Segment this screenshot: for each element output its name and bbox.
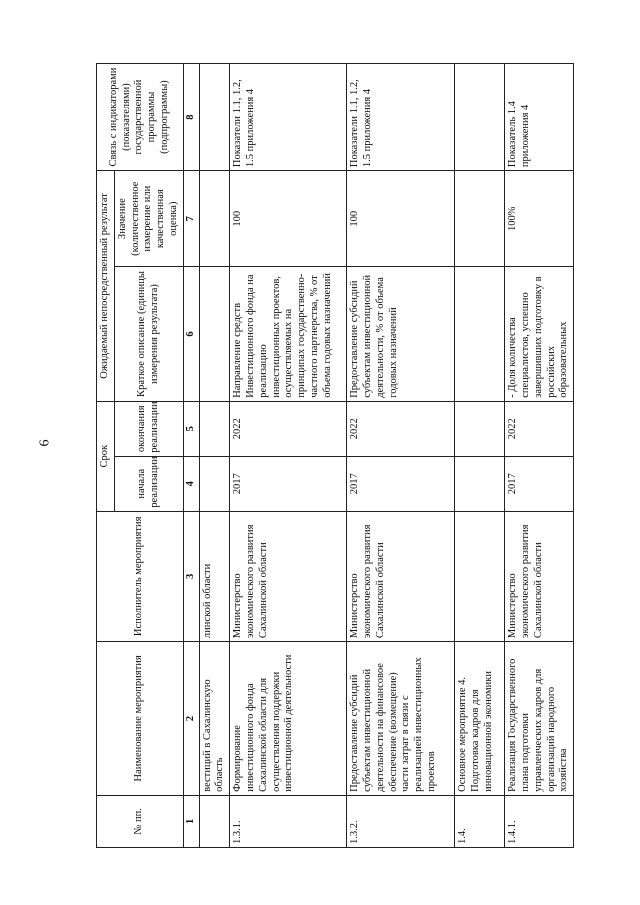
row-end [199,401,230,456]
table-row [199,64,230,848]
row-num [199,795,230,847]
row-executor: Министерство экономического развития Сахалинской области [230,511,347,641]
row-name: вестиций в Сахалинскую область [199,642,230,796]
row-value [199,171,230,267]
header-executor: Исполнитель мероприятия [97,511,184,641]
row-num: 1.4. [455,795,505,847]
row-end: 2022 [505,401,574,456]
row-name: Основное мероприятие 4. Подготовка кадров для инновационной экономики [455,642,505,796]
row-name: Реализация Государственного плана подготовки управленческих кадров для организаций народного хозяйства [505,642,574,796]
measures-table [96,63,574,848]
row-link: Показатели 1.1, 1.2, 1.5 приложения 4 [347,64,455,171]
row-name: Предоставление субсидий субъектам инвестиционной деятельности на финансовое обеспечение (возмещение) части затрат в связи с реализацией инвестиционных проектов [347,642,455,796]
column-number: 3 [183,511,199,641]
row-end [455,401,505,456]
header-num: № пп. [97,795,184,847]
header-link: Связь с индикаторами (показателями) государственной программы (подпрограммы) [97,64,184,171]
header-name: Наименование мероприятия [97,642,184,796]
column-number: 1 [183,795,199,847]
row-executor: Министерство экономического развития Сахалинской области [347,511,455,641]
row-executor [455,511,505,641]
row-num: 1.3.1. [230,795,347,847]
column-number: 7 [183,171,199,267]
page-number: 6 [37,439,53,447]
column-number: 2 [183,642,199,796]
row-start: 2017 [505,456,574,511]
row-link: Показатели 1.1, 1.2, 1.5 приложения 4 [230,64,347,171]
header-result: Ожидаемый непосредственный результат [97,171,115,402]
header-term-end: окончания реализации [114,401,183,456]
row-value: 100% [505,171,574,267]
row-num: 1.3.2. [347,795,455,847]
header-row-1 [97,64,115,848]
table-row [505,64,574,848]
table-row [347,64,455,848]
column-number: 4 [183,456,199,511]
row-num: 1.4.1. [505,795,574,847]
row-start: 2017 [230,456,347,511]
row-executor: линской области [199,511,230,641]
row-end: 2022 [230,401,347,456]
row-name: Формирование инвестиционного фонда Сахалинской области для осуществления поддержки инвестиционной деятельности [230,642,347,796]
row-start: 2017 [347,456,455,511]
header-term: Срок [97,401,115,511]
row-desc: - Доля количества специалистов, успешно завершивших подготовку в российских образовательных [505,267,574,402]
row-desc [455,267,505,402]
row-start [455,456,505,511]
column-number: 5 [183,401,199,456]
row-start [199,456,230,511]
header-result-desc: Краткое описание (единицы измерения результата) [114,267,183,402]
table-row [230,64,347,848]
row-executor: Министерство экономического развития Сахалинской области [505,511,574,641]
row-desc [199,267,230,402]
rotated-table-container [96,63,576,848]
row-link [199,64,230,171]
header-result-value: Значение (количественное измерение или качественная оценка) [114,171,183,267]
row-desc: Направление средств Инвестиционного фонда на реализацию инвестиционных проектов, осуществляемых на принципах государственно-частного партнерства, % от объема годовых назначений [230,267,347,402]
row-link [455,64,505,171]
row-value [455,171,505,267]
row-desc: Предоставление субсидий субъектам инвестиционной деятельности, % от объема годовых назначений [347,267,455,402]
header-term-start: начала реализации [114,456,183,511]
column-number: 8 [183,64,199,171]
column-number: 6 [183,267,199,402]
row-link: Показатель 1.4 приложения 4 [505,64,574,171]
row-end: 2022 [347,401,455,456]
row-value: 100 [230,171,347,267]
column-numbers-row [183,64,199,848]
row-value: 100 [347,171,455,267]
table-row [455,64,505,848]
